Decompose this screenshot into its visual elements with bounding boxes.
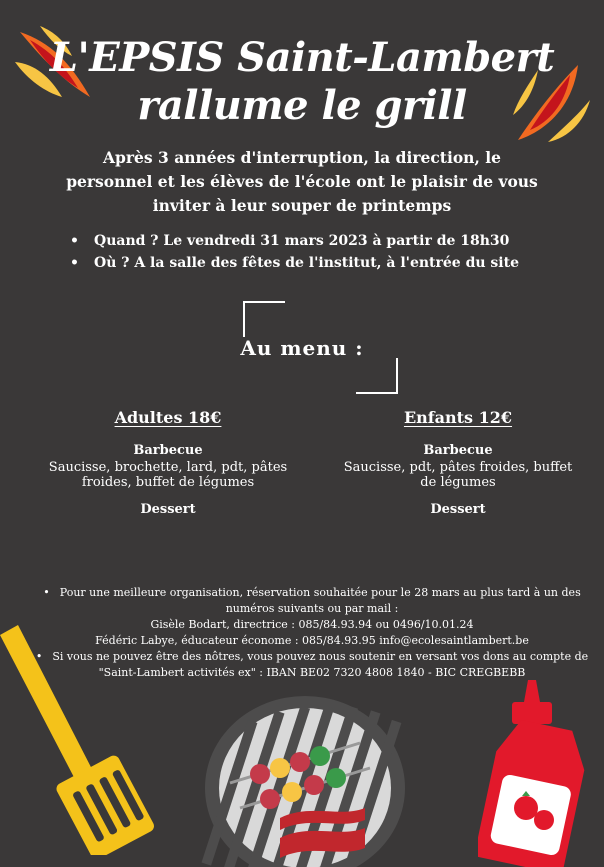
- page-title: L'EPSIS Saint-Lambert: [49, 34, 555, 81]
- reservation-text: Pour une meilleure organisation, réservation souhaitée pour le 28 mars au plus tard à un des numéros suivants ou par mail :: [59, 586, 581, 615]
- children-barbecue: Barbecue: [423, 443, 493, 458]
- event-when-text: Quand ? Le vendredi 31 mars 2023 à partir de 18h30: [94, 233, 510, 249]
- menu-children: [338, 408, 578, 517]
- bullet-icon: •: [70, 255, 79, 271]
- children-items: Saucisse, pdt, pâtes froides, buffet de légumes: [343, 460, 573, 490]
- grill-icon: [200, 688, 410, 867]
- adults-dessert: Dessert: [140, 502, 196, 517]
- bullet-icon: •: [43, 586, 50, 599]
- intro-text: Après 3 années d'interruption, la direction, le personnel et les élèves de l'école ont le plaisir de vous inviter à leur souper de printemps: [66, 148, 538, 215]
- frame-corner-bottom-right: [356, 358, 398, 394]
- reservation-note: [28, 585, 596, 617]
- adults-items: Saucisse, brochette, lard, pdt, pâtes froides, buffet de légumes: [48, 460, 288, 490]
- spatula-icon: [0, 625, 170, 855]
- contact-directrice: Gisèle Bodart, directrice : 085/84.93.94 ou 0496/10.01.24: [150, 618, 474, 631]
- ketchup-bottle-icon: [478, 680, 588, 867]
- bullet-icon: •: [35, 650, 43, 663]
- adults-barbecue: Barbecue: [133, 443, 203, 458]
- bullet-icon: •: [70, 233, 79, 249]
- event-where: [70, 252, 570, 274]
- support-text: Si vous ne pouvez être des nôtres, vous pouvez nous soutenir en versant vos dons au compte de "Saint-Lambert activités ex" : IBAN BE02 7320 4808 1840 - BIC CREGBEBB: [52, 650, 589, 679]
- children-price-heading: Enfants 12€: [403, 408, 513, 427]
- event-where-text: Où ? A la salle des fêtes de l'institut, à l'entrée du site: [94, 255, 519, 271]
- event-when: [70, 230, 570, 252]
- children-dessert: Dessert: [430, 502, 486, 517]
- menu-adults: [48, 408, 288, 517]
- contact-econome: Fédéric Labye, éducateur économe : 085/84.93.95 info@ecolesaintlambert.be: [95, 634, 529, 647]
- menu-title: Au menu :: [240, 336, 364, 360]
- page-subtitle: rallume le grill: [137, 82, 467, 129]
- frame-corner-top-left: [243, 301, 285, 337]
- adults-price-heading: Adultes 18€: [114, 408, 222, 427]
